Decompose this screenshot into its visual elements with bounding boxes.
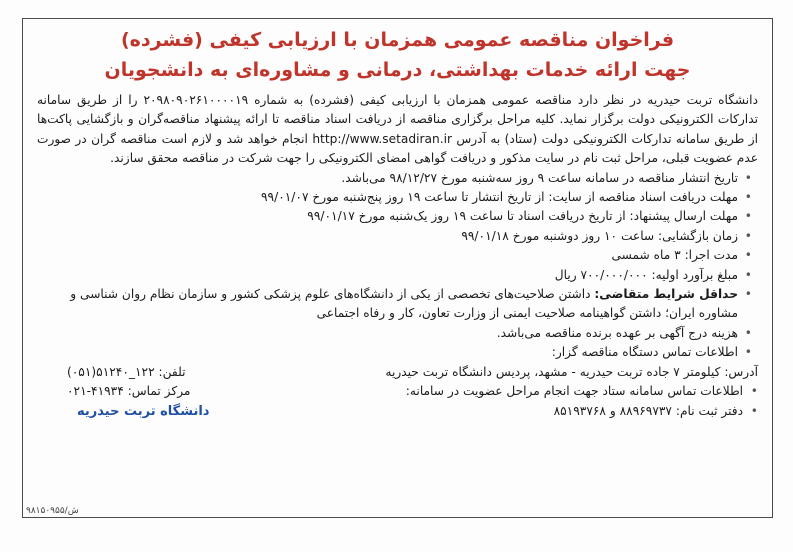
list-item: • هزینه درج آگهی بر عهده برنده مناقصه می‌باشد. <box>37 324 752 343</box>
qualification-text: داشتن صلاحیت‌های تخصصی از یکی از دانشگاه‌های علوم پزشکی کشور و سازمان نظام روان شناسی و مشاوره ایران؛ داشتن گواهینامه صلاحیت ایمنی از وزارت تعاون، کار و رفاه اجتماعی <box>70 287 738 321</box>
list-item: • اطلاعات تماس دستگاه مناقصه گزار: <box>37 343 752 362</box>
intro-paragraph: دانشگاه تربت حیدریه در نظر دارد مناقصه عمومی همزمان با ارزیابی کیفی (فشرده) به شماره ۲۰۹۸۰۹۰۲۶۱۰۰۰۰۱۹ را از طریق سامانه تدارکات الکترونیکی دولت برگزار نماید. کلیه مراحل برگزاری مناقصه از دریافت اسناد مناقصه تا ارائه پیشنهاد مناقصه‌گران و بازگشایی پاکت‌ها از طریق سامانه تدارکات الکترونیکی دولت (ستاد) به آدرس http://www.setadiran.ir انجام خواهد شد و لازم است مناقصه گران در صورت عدم عضویت قبلی، مراحل ثبت نام در سایت مذکور و دریافت گواهی امضای الکترونیکی را جهت شرکت در مناقصه محقق سازند. <box>37 93 759 166</box>
bullet-icon: • <box>744 248 752 263</box>
notice-title: فراخوان مناقصه عمومی همزمان با ارزیابی کیفی (فشرده) <box>120 29 675 51</box>
notice-subtitle: جهت ارائه خدمات بهداشتی، درمانی و مشاوره‌ای به دانشجویان <box>104 59 691 81</box>
notice-frame <box>22 18 773 518</box>
bullet-icon: • <box>744 345 752 360</box>
setad-contact-text: • اطلاعات تماس سامانه ستاد جهت انجام مراحل عضویت در سامانه: <box>405 384 758 399</box>
organization-name: دانشگاه تربت حیدریه <box>77 403 210 419</box>
list-item: • مدت اجرا: ۳ ماه شمسی <box>37 246 752 265</box>
qualification-label: حداقل شرایط متقاضی: <box>594 287 738 302</box>
bullet-icon: • <box>743 384 758 399</box>
call-center-text: مرکز تماس: ۴۱۹۳۴-۰۲۱ <box>67 384 191 399</box>
bullet-icon: • <box>744 228 752 243</box>
list-item: • مهلت دریافت اسناد مناقصه از سایت: از تاریخ انتشار تا ساعت ۱۹ روز پنج‌شنبه مورخ ۹۹/۰۱/۰۷ <box>37 188 752 207</box>
bullet-icon: • <box>744 325 752 340</box>
list-item: • تاریخ انتشار مناقصه در سامانه ساعت ۹ روز سه‌شنبه مورخ ۹۸/۱۲/۲۷ می‌باشد. <box>37 169 752 188</box>
phone-text: تلفن: ۱۲۲_۵۱۲۴۰(۰۵۱) <box>67 364 186 379</box>
address-text: آدرس: کیلومتر ۷ جاده تربت حیدریه - مشهد، پردیس دانشگاه تربت حیدریه <box>385 364 758 379</box>
bullet-icon: • <box>744 267 752 282</box>
bullet-icon: • <box>743 403 758 418</box>
qualification-item <box>37 285 752 324</box>
bullet-icon: • <box>744 209 752 224</box>
bullet-icon: • <box>744 170 752 185</box>
address-row <box>37 363 758 382</box>
setad-contact-row <box>37 382 758 401</box>
bullet-icon: • <box>744 287 752 302</box>
bullet-icon: • <box>744 190 752 205</box>
list-item: • مهلت ارسال پیشنهاد: از تاریخ دریافت اسناد تا ساعت ۱۹ روز یک‌شنبه مورخ ۹۹/۰۱/۱۷ <box>37 207 752 226</box>
footer-row <box>37 402 758 421</box>
details-list <box>37 169 758 363</box>
list-item: • زمان بازگشایی: ساعت ۱۰ روز دوشنبه مورخ ۹۹/۰۱/۱۸ <box>37 227 752 246</box>
registration-text: • دفتر ثبت نام: ۸۸۹۶۹۷۳۷ و ۸۵۱۹۳۷۶۸ <box>553 403 758 418</box>
notice-code: ۹۸۱۵۰۹۵۵/ش <box>26 506 79 516</box>
list-item: • مبلغ برآورد اولیه: ۷۰۰/۰۰۰/۰۰۰ ریال <box>37 266 752 285</box>
